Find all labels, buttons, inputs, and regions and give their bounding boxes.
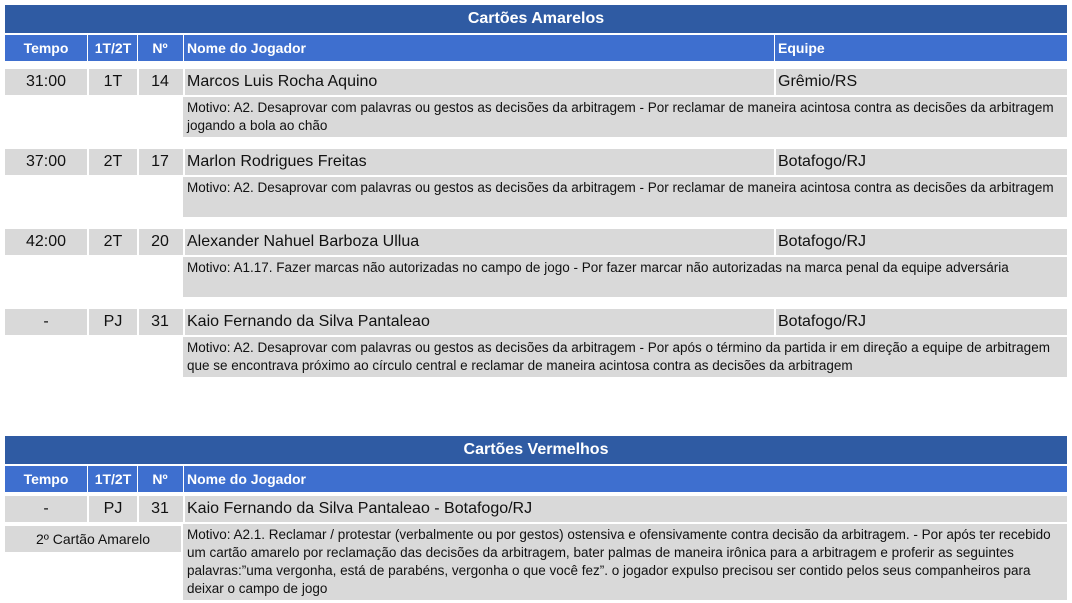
- cell-player-name: Marlon Rodrigues Freitas: [187, 153, 367, 170]
- cell-number: 31: [151, 313, 169, 330]
- cell-motivo: Motivo: A2. Desaprovar com palavras ou gestos as decisões da arbitragem - Por após o término da partida ir em direção a equipe de arbitragem que se encontrava próximo ao círculo central e reclamar de maneira acintosa contra as decisões da arbitragem: [183, 337, 1067, 377]
- header-divider: [183, 35, 184, 61]
- header-divider: [87, 35, 88, 61]
- second-yellow-badge: 2º Cartão Amarelo: [5, 526, 181, 552]
- cell-half: PJ: [103, 313, 123, 330]
- cell-number: 17: [151, 153, 169, 170]
- header-divider: [137, 466, 138, 492]
- cell-motivo: Motivo: A2. Desaprovar com palavras ou gestos as decisões da arbitragem - Por reclamar de maneira acintosa contra as decisões da arbitragem jogando a bola ao chão: [183, 97, 1067, 137]
- cell-divider: [183, 149, 185, 175]
- header-number: Nº: [152, 40, 168, 56]
- table-row: [5, 496, 1067, 522]
- cell-motivo: Motivo: A1.17. Fazer marcas não autorizadas no campo de jogo - Por fazer marcar não autorizadas na marca penal da equipe adversária: [183, 257, 1067, 297]
- cell-tempo: 31:00: [25, 73, 67, 90]
- table-row: [5, 149, 1067, 175]
- header-player-name: Nome do Jogador: [187, 40, 307, 56]
- cell-divider: [183, 496, 185, 522]
- cell-divider: [774, 149, 776, 175]
- red-header-row: [5, 466, 1067, 492]
- cell-player-name: Alexander Nahuel Barboza Ullua: [187, 233, 420, 250]
- cell-team: Grêmio/RS: [778, 73, 858, 90]
- cell-number: 20: [151, 233, 169, 250]
- header-divider: [774, 35, 775, 61]
- header-number: Nº: [152, 471, 168, 487]
- yellow-cards-section: [5, 5, 1067, 377]
- header-divider: [87, 466, 88, 492]
- cell-motivo: Motivo: A2. Desaprovar com palavras ou gestos as decisões da arbitragem - Por reclamar de maneira acintosa contra as decisões da arbitragem: [183, 177, 1067, 217]
- cell-half: 2T: [103, 233, 123, 250]
- cell-divider: [183, 309, 185, 335]
- cell-divider: [774, 229, 776, 255]
- red-cards-title: Cartões Vermelhos: [5, 436, 1067, 464]
- red-cards-section: [5, 436, 1067, 600]
- header-half: 1T/2T: [94, 40, 132, 56]
- cell-team: Botafogo/RJ: [778, 233, 867, 250]
- cell-tempo: -: [43, 500, 49, 517]
- cell-half: 1T: [103, 73, 123, 90]
- cell-team: Botafogo/RJ: [778, 153, 867, 170]
- cell-tempo: -: [43, 313, 49, 330]
- cell-player-name: Kaio Fernando da Silva Pantaleao: [187, 313, 430, 330]
- table-row: [5, 309, 1067, 335]
- cell-number: 14: [151, 73, 169, 90]
- header-divider: [183, 466, 184, 492]
- cell-divider: [774, 69, 776, 95]
- cell-team: Botafogo/RJ: [778, 313, 867, 330]
- cell-divider: [183, 229, 185, 255]
- header-tempo: Tempo: [23, 40, 69, 56]
- cell-half: 2T: [103, 153, 123, 170]
- cell-tempo: 37:00: [25, 153, 67, 170]
- cell-tempo: 42:00: [25, 233, 67, 250]
- header-team: Equipe: [778, 40, 825, 56]
- header-tempo: Tempo: [23, 471, 69, 487]
- table-row: [5, 69, 1067, 95]
- header-divider: [137, 35, 138, 61]
- yellow-cards-title: Cartões Amarelos: [5, 5, 1067, 33]
- cell-number: 31: [151, 500, 169, 517]
- cell-divider: [183, 69, 185, 95]
- cell-motivo: Motivo: A2.1. Reclamar / protestar (verbalmente ou por gestos) ostensiva e ofensivamente contra decisão da arbitragem. - Por após ter recebido um cartão amarelo por reclamação das decisões da arbitragem, bater palmas de maneira irônica para a arbitragem e proferir as seguintes palavras:”uma vergonha, está de parabéns, vergonha o que você fez”. o jogador expulso precisou ser contido pelos seus companheiros para deixar o campo de jogo: [183, 524, 1067, 600]
- cell-divider: [774, 309, 776, 335]
- header-player-name: Nome do Jogador: [187, 471, 307, 487]
- table-row: [5, 229, 1067, 255]
- cell-player-name: Kaio Fernando da Silva Pantaleao - Botafogo/RJ: [187, 500, 533, 517]
- yellow-header-row: [5, 35, 1067, 61]
- header-half: 1T/2T: [94, 471, 132, 487]
- cell-player-name: Marcos Luis Rocha Aquino: [187, 73, 378, 90]
- cell-half: PJ: [103, 500, 123, 517]
